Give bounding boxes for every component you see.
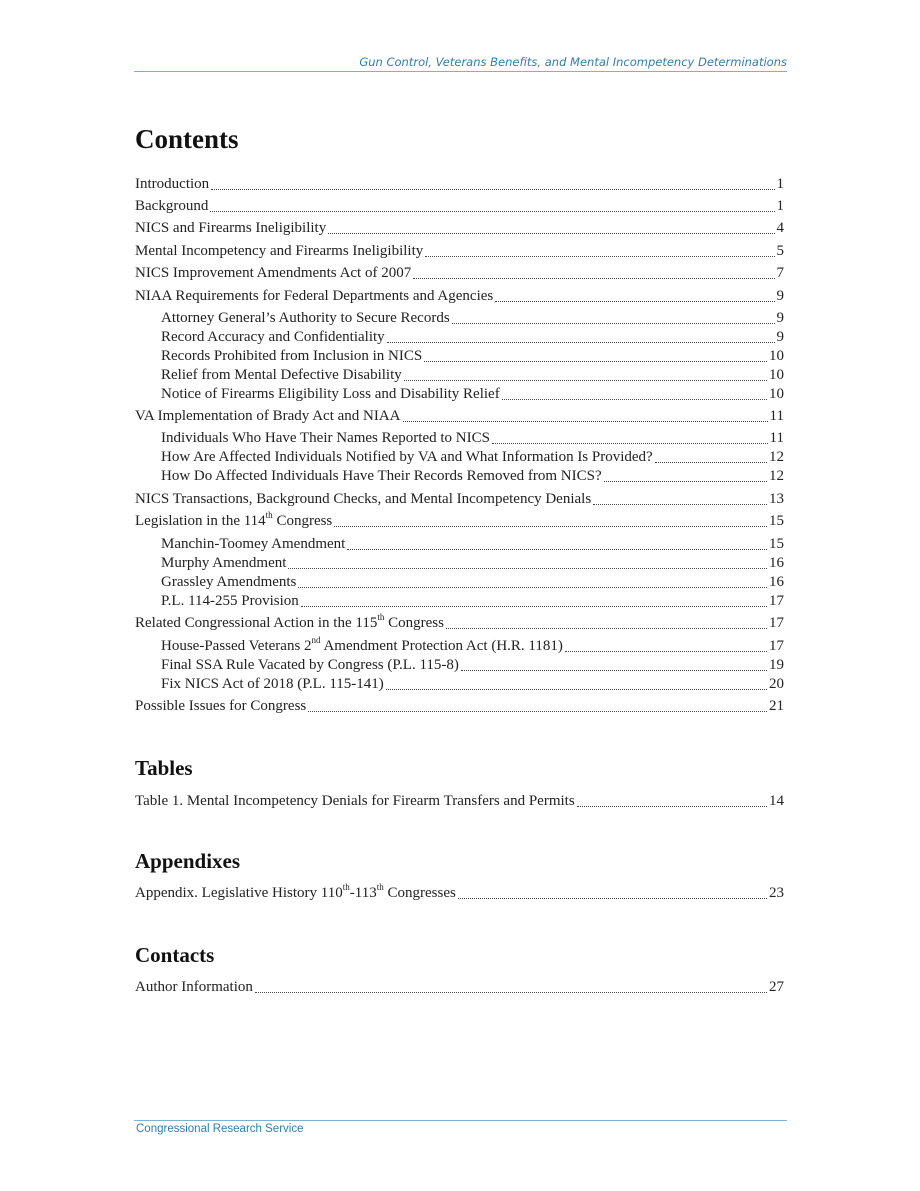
page-number: 9: [776, 288, 784, 304]
page-number: 5: [776, 243, 784, 259]
running-header: Gun Control, Veterans Benefits, and Mental Incompetency Determinations: [134, 55, 787, 72]
page-number: 7: [776, 265, 784, 281]
page-number: 17: [769, 615, 784, 631]
toc-entry-background[interactable]: Background 1: [135, 198, 784, 214]
toc-entry-notice[interactable]: Notice of Firearms Eligibility Loss and Disability Relief 10: [161, 386, 784, 402]
contents-title: Contents: [135, 124, 239, 154]
toc-entry-pl-114-255[interactable]: P.L. 114-255 Provision 17: [161, 593, 784, 609]
page-number: 17: [769, 593, 784, 609]
page-number: 12: [769, 449, 784, 465]
footer-divider: [134, 1120, 787, 1121]
toc-entry-ssa-rule[interactable]: Final SSA Rule Vacated by Congress (P.L. 115-8) 19: [161, 657, 784, 673]
toc-entry-va-implementation[interactable]: VA Implementation of Brady Act and NIAA 11: [135, 408, 784, 424]
page-number: 1: [776, 198, 784, 214]
page-number: 14: [769, 793, 784, 809]
page-number: 11: [769, 408, 784, 424]
toc-entry-possible-issues[interactable]: Possible Issues for Congress 21: [135, 698, 784, 714]
page-number: 20: [769, 676, 784, 692]
page-number: 27: [769, 979, 784, 995]
toc-entry-appendix[interactable]: Appendix. Legislative History 110th-113th Congresses 23: [135, 883, 784, 901]
toc-entry-manchin-toomey[interactable]: Manchin-Toomey Amendment 15: [161, 536, 784, 552]
toc-entry-related-115[interactable]: Related Congressional Action in the 115th Congress 17: [135, 613, 784, 631]
page-number: 15: [769, 536, 784, 552]
page-number: 10: [769, 348, 784, 364]
page-number: 16: [769, 574, 784, 590]
page-number: 9: [776, 310, 784, 326]
toc-entry-niaa-requirements[interactable]: NIAA Requirements for Federal Departments and Agencies 9: [135, 288, 784, 304]
toc-entry-nics-firearms-ineligibility[interactable]: NICS and Firearms Ineligibility 4: [135, 220, 784, 236]
page-number: 19: [769, 657, 784, 673]
toc-entry-murphy[interactable]: Murphy Amendment 16: [161, 555, 784, 571]
toc-entry-records-removed[interactable]: How Do Affected Individuals Have Their Records Removed from NICS? 12: [161, 468, 784, 484]
toc-entry-records-prohibited[interactable]: Records Prohibited from Inclusion in NICS 10: [161, 348, 784, 364]
toc-entry-legislation-114[interactable]: Legislation in the 114th Congress 15: [135, 511, 784, 529]
page-number: 16: [769, 555, 784, 571]
page-number: 15: [769, 513, 784, 529]
appendixes-title: Appendixes: [135, 849, 241, 873]
toc-entry-nics-transactions[interactable]: NICS Transactions, Background Checks, and Mental Incompetency Denials 13: [135, 491, 784, 507]
page-number: 9: [776, 329, 784, 345]
toc-entry-grassley[interactable]: Grassley Amendments 16: [161, 574, 784, 590]
toc-entry-how-notified[interactable]: How Are Affected Individuals Notified by VA and What Information Is Provided? 12: [161, 449, 784, 465]
toc-entry-record-accuracy[interactable]: Record Accuracy and Confidentiality 9: [161, 329, 784, 345]
page-number: 10: [769, 386, 784, 402]
page-number: 23: [769, 885, 784, 901]
tables-title: Tables: [135, 756, 193, 780]
toc-entry-fix-nics[interactable]: Fix NICS Act of 2018 (P.L. 115-141) 20: [161, 676, 784, 692]
page-number: 17: [769, 638, 784, 654]
page-number: 13: [769, 491, 784, 507]
toc-entry-author-information[interactable]: Author Information 27: [135, 979, 784, 995]
toc-entry-niaa-2007[interactable]: NICS Improvement Amendments Act of 2007 7: [135, 265, 784, 281]
toc-entry-table-1[interactable]: Table 1. Mental Incompetency Denials for Firearm Transfers and Permits 14: [135, 793, 784, 809]
page-number: 12: [769, 468, 784, 484]
toc-entry-individuals-reported[interactable]: Individuals Who Have Their Names Reported to NICS 11: [161, 430, 784, 446]
toc-entry-introduction[interactable]: Introduction 1: [135, 176, 784, 192]
page-number: 4: [776, 220, 784, 236]
page-number: 21: [769, 698, 784, 714]
toc-entry-attorney-general[interactable]: Attorney General’s Authority to Secure Records 9: [161, 310, 784, 326]
toc-entry-mental-incompetency[interactable]: Mental Incompetency and Firearms Ineligibility 5: [135, 243, 784, 259]
toc-entry-relief[interactable]: Relief from Mental Defective Disability 10: [161, 367, 784, 383]
contacts-title: Contacts: [135, 943, 215, 967]
footer-org-name: Congressional Research Service: [136, 1123, 304, 1135]
page-number: 10: [769, 367, 784, 383]
toc-entry-hr-1181[interactable]: House-Passed Veterans 2nd Amendment Protection Act (H.R. 1181) 17: [161, 636, 784, 654]
page-number: 11: [769, 430, 784, 446]
page-number: 1: [776, 176, 784, 192]
